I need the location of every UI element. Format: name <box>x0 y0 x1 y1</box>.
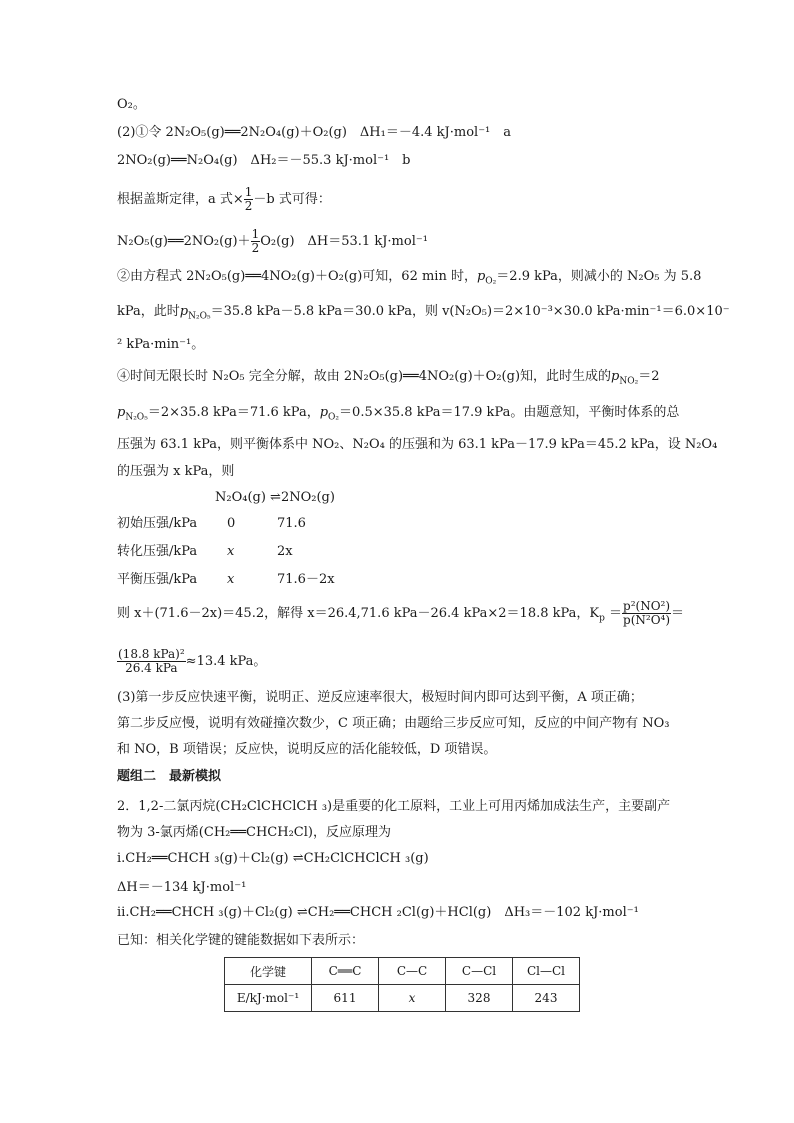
table-header-cell: C══C <box>312 958 379 985</box>
question-text: 物为 3-氯丙烯(CH₂══CHCH₂Cl)，反应原理为 <box>117 825 391 840</box>
pressure-subscript: NO₂ <box>619 376 639 387</box>
text-line: ² kPa·min⁻¹。 <box>117 337 205 352</box>
pressure-symbol: p <box>117 405 126 420</box>
text-line: 已知：相关化学键的键能数据如下表所示： <box>117 933 365 948</box>
fraction-half <box>244 186 254 213</box>
ice-row-label: 初始压强/kPa <box>117 516 198 531</box>
text-line <box>117 228 428 255</box>
equilibrium-equation: N₂O₄(g) ⇌2NO₂(g) <box>215 490 335 505</box>
fraction-numerator: 1 <box>251 227 260 241</box>
question-text: 2．1,2-二氯丙烷(CH₂ClCHClCH ₃)是重要的化工原料，工业上可用丙烯加成法生产，主要副产 <box>117 799 671 814</box>
pressure-symbol: p <box>611 369 620 384</box>
text-line <box>117 268 701 286</box>
pressure-subscript: N₂O₅ <box>125 412 148 423</box>
text-segment: N₂O₅(g)══2NO₂(g)＋ <box>117 234 251 249</box>
text-line <box>117 186 331 213</box>
fraction-numerator: p²(NO²) <box>623 599 671 613</box>
pressure-symbol: p <box>476 269 486 284</box>
text-line: 的压强为 x kPa，则 <box>117 464 235 479</box>
fraction-denominator: 2 <box>244 199 253 213</box>
table-header-cell: 化学键 <box>225 958 312 985</box>
text-segment: O₂(g) ΔH＝53.1 kJ·mol⁻¹ <box>260 234 428 249</box>
table-header-row <box>225 958 580 985</box>
pressure-symbol: p <box>179 304 189 319</box>
pressure-symbol: p <box>319 405 329 420</box>
pressure-subscript: O₂ <box>485 276 497 287</box>
text-segment: ＝35.8 kPa－5.8 kPa＝30.0 kPa，则 v(N₂O₅)＝2×10⁻³×30.0 kPa·min⁻¹＝6.0×10⁻ <box>210 304 730 319</box>
fraction-denominator: p(N²O⁴) <box>623 613 671 627</box>
text-line: O₂。 <box>117 97 146 112</box>
fraction-denominator: 26.4 kPa <box>125 661 178 675</box>
fraction-half <box>251 228 261 255</box>
ice-row-label: 转化压强/kPa <box>117 544 198 559</box>
ice-cell: x <box>227 544 235 559</box>
ice-cell: 0 <box>227 516 236 531</box>
text-segment: －b 式可得： <box>253 192 331 207</box>
pressure-subscript: N₂O₅ <box>188 311 211 322</box>
text-segment: 根据盖斯定律，a 式× <box>117 192 244 207</box>
pressure-subscript: O₂ <box>328 412 340 423</box>
reaction-line: ⅱ.CH₂══CHCH ₃(g)＋Cl₂(g) ⇌CH₂══CHCH ₂Cl(g)＋HCl(g) ΔH₃＝－102 kJ·mol⁻¹ <box>117 905 639 920</box>
table-cell: 243 <box>513 985 580 1012</box>
text-line: 第二步反应慢，说明有效碰撞次数少，C 项正确；由题给三步反应可知，反应的中间产物有 NO₃ <box>117 716 670 731</box>
text-line: 压强为 63.1 kPa，则平衡体系中 NO₂、N₂O₄ 的压强和为 63.1 kPa－17.9 kPa＝45.2 kPa，设 N₂O₄ <box>117 437 718 452</box>
text-line <box>117 368 660 386</box>
text-line <box>117 404 679 422</box>
ice-row-label: 平衡压强/kPa <box>117 572 198 587</box>
ice-cell: x <box>227 572 235 587</box>
fraction-denominator: 2 <box>251 241 260 255</box>
fraction-numerator: 1 <box>244 185 253 199</box>
table-cell: 611 <box>312 985 379 1012</box>
ice-cell: 2x <box>277 544 293 559</box>
text-segment: 则 x＋(71.6－2x)＝45.2，解得 x＝26.4,71.6 kPa－26.4 kPa×2＝18.8 kPa，K <box>117 606 600 621</box>
text-segment: ④时间无限长时 N₂O₅ 完全分解，故由 2N₂O₅(g)══4NO₂(g)＋O₂(g)知，此时生成的 <box>117 369 612 384</box>
reaction-line: ΔH＝－134 kJ·mol⁻¹ <box>117 880 247 895</box>
text-segment: kPa，此时 <box>117 304 180 319</box>
section-heading: 题组二 最新模拟 <box>117 769 222 784</box>
text-line: 则 x＋(71.6－2x)＝45.2，解得 x＝26.4,71.6 kPa－26.4 kPa×2＝18.8 kPa，$K_p$ ＝ $\frac{\text{p²(NO²)}}{\text{p(N²O⁴)}}$ ＝ <box>117 599 685 627</box>
text-segment: ＝2 <box>638 369 660 384</box>
text-line: 和 NO，B 项错误；反应快，说明反应的活化能较低，D 项错误。 <box>117 742 497 757</box>
table-header-cell: C—Cl <box>446 958 513 985</box>
text-segment: ≈13.4 kPa。 <box>185 654 267 669</box>
table-header-cell: Cl—Cl <box>513 958 580 985</box>
text-line <box>117 303 730 321</box>
table-row <box>225 985 580 1012</box>
table-cell: x <box>379 985 446 1012</box>
table-cell: 328 <box>446 985 513 1012</box>
text-segment: ②由方程式 2N₂O₅(g)══4NO₂(g)＋O₂(g)可知，62 min 时， <box>117 269 477 284</box>
ice-cell: 71.6 <box>277 516 306 531</box>
table-cell: E/kJ·mol⁻¹ <box>225 985 312 1012</box>
text-line: (3)第一步反应快速平衡，说明正、逆反应速率很大，极短时间内即可达到平衡，A 项正确； <box>117 690 643 705</box>
kp-fraction <box>622 600 671 627</box>
text-line: 2NO₂(g)══N₂O₄(g) ΔH₂＝－55.3 kJ·mol⁻¹ b <box>117 153 411 168</box>
kp-subscript: p <box>599 613 605 624</box>
bond-energy-table <box>224 957 580 1012</box>
table-header-cell: C—C <box>379 958 446 985</box>
text-line <box>117 648 266 675</box>
ice-cell: 71.6－2x <box>277 572 335 587</box>
text-segment: ＝2.9 kPa，则减小的 N₂O₅ 为 5.8 <box>496 269 702 284</box>
result-fraction <box>117 648 186 675</box>
reaction-line: ⅰ.CH₂══CHCH ₃(g)＋Cl₂(g) ⇌CH₂ClCHClCH ₃(g) <box>117 851 429 866</box>
fraction-numerator: (18.8 kPa)² <box>118 647 185 661</box>
text-line: (2)①令 2N₂O₅(g)══2N₂O₄(g)＋O₂(g) ΔH₁＝－4.4 kJ·mol⁻¹ a <box>117 125 512 140</box>
text-segment: ＝0.5×35.8 kPa＝17.9 kPa。由题意知，平衡时体系的总 <box>339 405 680 420</box>
text-segment: ＝2×35.8 kPa＝71.6 kPa， <box>147 405 320 420</box>
